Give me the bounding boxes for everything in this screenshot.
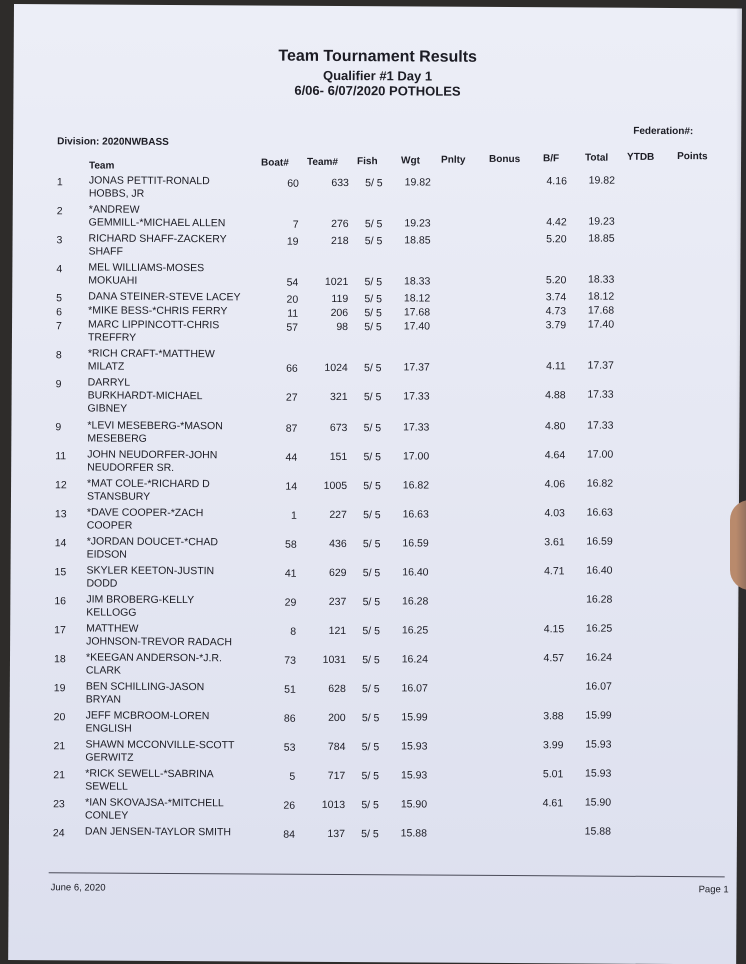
row-total: 18.33 [580, 273, 614, 285]
row-wgt: 19.23 [395, 217, 431, 229]
row-boat: 87 [257, 422, 297, 434]
row-place: 5 [56, 292, 62, 304]
team-name-line: JEFF MCBROOM-LOREN [86, 709, 210, 723]
row-fish: 5/ 5 [357, 451, 387, 463]
row-place: 12 [55, 479, 67, 491]
row-team-name [87, 448, 217, 475]
row-place: 17 [54, 624, 66, 636]
row-place: 11 [55, 450, 66, 462]
row-place: 6 [56, 306, 62, 318]
row-total: 16.82 [579, 477, 613, 489]
row-wgt: 15.88 [391, 827, 427, 839]
col-points: Points [677, 151, 708, 162]
team-name-line: CLARK [86, 664, 222, 678]
row-team-no: 628 [306, 683, 346, 695]
row-team-no: 119 [308, 293, 348, 305]
row-bf: 4.11 [532, 360, 566, 372]
col-pnlty: Pnlty [441, 155, 466, 166]
federation-label: Federation#: [633, 126, 693, 137]
team-name-line: COOPER [87, 519, 204, 533]
row-wgt: 16.40 [392, 566, 428, 578]
row-place: 21 [53, 769, 65, 781]
row-total: 19.82 [581, 174, 615, 186]
row-wgt: 19.82 [395, 176, 431, 188]
row-bf: 3.74 [532, 291, 566, 303]
row-total: 18.85 [581, 232, 615, 244]
footer-page-number: Page 1 [699, 884, 729, 895]
col-boat: Boat# [261, 158, 289, 169]
row-wgt: 18.85 [395, 234, 431, 246]
row-wgt: 17.68 [394, 306, 430, 318]
row-boat: 14 [257, 480, 297, 492]
row-team-name [87, 477, 210, 504]
col-team: Team [89, 160, 114, 171]
row-boat: 44 [257, 451, 297, 463]
row-team-no: 629 [306, 567, 346, 579]
row-bf: 4.71 [531, 565, 565, 577]
row-team-no: 137 [305, 828, 345, 840]
row-total: 15.93 [577, 767, 611, 779]
team-name-line: RICHARD SHAFF-ZACKERY [89, 232, 227, 246]
row-team-name [87, 419, 223, 446]
row-team-name [88, 347, 215, 374]
team-name-line: GERWITZ [85, 751, 234, 765]
team-name-line: *RICH CRAFT-*MATTHEW [88, 347, 215, 361]
report-dates: 6/06- 6/07/2020 POTHOLES [13, 81, 741, 100]
col-ytdb: YTDB [627, 152, 654, 163]
team-name-line: SEWELL [85, 780, 213, 794]
row-fish: 5/ 5 [355, 741, 385, 753]
row-team-no: 218 [309, 235, 349, 247]
team-name-line: SHAWN MCCONVILLE-SCOTT [85, 738, 234, 752]
row-team-no: 1021 [308, 276, 348, 288]
row-fish: 5/ 5 [359, 177, 389, 189]
row-wgt: 15.93 [391, 740, 427, 752]
team-name-line: MATTHEW [86, 622, 232, 636]
row-place: 18 [54, 653, 66, 665]
row-place: 9 [56, 378, 62, 390]
footer-date: June 6, 2020 [51, 882, 106, 893]
col-total: Total [585, 152, 608, 163]
row-team-name [88, 304, 227, 318]
row-team-name [85, 767, 214, 794]
row-fish: 5/ 5 [358, 293, 388, 305]
row-fish: 5/ 5 [356, 654, 386, 666]
row-total: 15.90 [577, 796, 611, 808]
row-place: 1 [57, 176, 63, 188]
row-total: 19.23 [581, 215, 615, 227]
team-name-line: MILATZ [88, 360, 215, 374]
row-wgt: 15.99 [392, 711, 428, 723]
team-name-line: DODD [86, 577, 214, 591]
row-place: 15 [54, 566, 66, 578]
row-team-name [85, 738, 234, 765]
page-shadow [736, 0, 746, 960]
row-bf: 4.16 [533, 175, 567, 187]
team-name-line: STANSBURY [87, 490, 210, 504]
team-name-line: *DAVE COOPER-*ZACH [87, 506, 204, 520]
row-boat: 27 [258, 391, 298, 403]
row-team-no: 121 [306, 625, 346, 637]
table-row [12, 376, 740, 410]
row-team-name [85, 825, 231, 839]
row-team-no: 321 [308, 391, 348, 403]
footer-divider [49, 872, 725, 877]
row-total: 15.99 [578, 709, 612, 721]
col-team-no: Team# [307, 157, 338, 168]
row-team-no: 200 [306, 712, 346, 724]
row-team-name [88, 261, 204, 288]
row-bf: 5.20 [532, 274, 566, 286]
team-name-line: SHAFF [88, 245, 226, 259]
row-total: 15.93 [577, 738, 611, 750]
team-name-line: *LEVI MESEBERG-*MASON [87, 419, 222, 433]
row-fish: 5/ 5 [358, 391, 388, 403]
row-fish: 5/ 5 [357, 480, 387, 492]
row-team-no: 1013 [305, 799, 345, 811]
row-place: 13 [55, 508, 67, 520]
row-boat: 66 [258, 362, 298, 374]
row-team-name [88, 232, 226, 259]
col-bf: B/F [543, 153, 559, 164]
row-team-name [88, 318, 219, 345]
row-place: 16 [54, 595, 66, 607]
row-total: 16.40 [579, 564, 613, 576]
row-place: 14 [55, 537, 67, 549]
team-name-line: JONAS PETTIT-RONALD [89, 174, 210, 188]
row-boat: 41 [256, 567, 296, 579]
row-bf: 4.03 [531, 507, 565, 519]
team-name-line: MOKUAHI [88, 274, 204, 288]
row-wgt: 17.40 [394, 320, 430, 332]
row-total: 17.33 [580, 388, 614, 400]
row-wgt: 16.82 [393, 479, 429, 491]
row-fish: 5/ 5 [358, 321, 388, 333]
row-wgt: 18.12 [394, 292, 430, 304]
row-wgt: 15.93 [391, 769, 427, 781]
row-place: 7 [56, 320, 62, 332]
row-total: 16.28 [578, 593, 612, 605]
row-boat: 84 [255, 828, 295, 840]
team-name-line: BURKHARDT-MICHAEL [88, 389, 203, 403]
row-wgt: 16.28 [392, 595, 428, 607]
row-team-name [86, 651, 222, 678]
row-team-no: 784 [305, 741, 345, 753]
row-wgt: 16.63 [393, 508, 429, 520]
table-row [9, 825, 737, 859]
col-wgt: Wgt [401, 155, 420, 166]
row-team-name [88, 290, 240, 304]
row-team-name [86, 593, 194, 620]
row-wgt: 17.00 [393, 450, 429, 462]
row-team-name [87, 535, 218, 562]
row-total: 16.07 [578, 680, 612, 692]
report-title: Team Tournament Results [14, 46, 742, 68]
team-name-line: BEN SCHILLING-JASON [86, 680, 205, 694]
row-team-no: 237 [306, 596, 346, 608]
team-name-line: *RICK SEWELL-*SABRINA [85, 767, 213, 781]
row-team-no: 1005 [307, 480, 347, 492]
row-total: 16.63 [579, 506, 613, 518]
row-total: 16.59 [579, 535, 613, 547]
row-boat: 19 [259, 235, 299, 247]
row-wgt: 16.07 [392, 682, 428, 694]
row-bf: 4.88 [532, 389, 566, 401]
row-bf: 4.06 [531, 478, 565, 490]
row-fish: 5/ 5 [358, 276, 388, 288]
row-place: 23 [53, 798, 65, 810]
row-bf: 4.80 [531, 420, 565, 432]
row-bf: 3.79 [532, 319, 566, 331]
team-name-line: SKYLER KEETON-JUSTIN [86, 564, 214, 578]
team-name-line: JOHNSON-TREVOR RADACH [86, 635, 232, 649]
row-fish: 5/ 5 [356, 683, 386, 695]
team-name-line: BRYAN [86, 693, 205, 707]
row-team-no: 276 [309, 218, 349, 230]
row-place: 24 [53, 827, 65, 839]
row-boat: 57 [258, 321, 298, 333]
row-fish: 5/ 5 [356, 625, 386, 637]
row-bf: 4.61 [529, 797, 563, 809]
row-team-no: 206 [308, 307, 348, 319]
report-subtitle: Qualifier #1 Day 1 [14, 66, 742, 85]
team-name-line: HOBBS, JR [89, 187, 210, 201]
row-wgt: 17.33 [394, 390, 430, 402]
team-name-line: *JORDAN DOUCET-*CHAD [87, 535, 218, 549]
row-boat: 8 [256, 625, 296, 637]
row-bf: 4.64 [531, 449, 565, 461]
row-total: 17.40 [580, 318, 614, 330]
division-label: Division: 2020NWBASS [57, 136, 169, 148]
row-team-no: 436 [307, 538, 347, 550]
row-boat: 7 [259, 218, 299, 230]
row-team-name [86, 564, 214, 591]
row-team-no: 98 [308, 321, 348, 333]
team-name-line: MESEBERG [87, 432, 222, 446]
row-fish: 5/ 5 [355, 770, 385, 782]
row-fish: 5/ 5 [358, 362, 388, 374]
row-wgt: 18.33 [394, 275, 430, 287]
team-name-line: GEMMILL-*MICHAEL ALLEN [89, 216, 226, 230]
row-boat: 54 [258, 276, 298, 288]
row-wgt: 16.59 [393, 537, 429, 549]
row-place: 4 [56, 263, 62, 275]
row-bf: 5.01 [529, 768, 563, 780]
team-name-line: *MIKE BESS-*CHRIS FERRY [88, 304, 227, 318]
row-team-name [85, 796, 224, 823]
row-team-no: 227 [307, 509, 347, 521]
row-team-name [87, 376, 202, 416]
row-place: 3 [57, 234, 63, 246]
row-boat: 86 [256, 712, 296, 724]
row-total: 17.68 [580, 304, 614, 316]
row-boat: 5 [255, 770, 295, 782]
team-name-line: MARC LIPPINCOTT-CHRIS [88, 318, 219, 332]
row-fish: 5/ 5 [356, 712, 386, 724]
team-name-line: JOHN NEUDORFER-JOHN [87, 448, 217, 462]
row-team-no: 717 [305, 770, 345, 782]
row-total: 18.12 [580, 290, 614, 302]
row-team-no: 1031 [306, 654, 346, 666]
team-name-line: ENGLISH [86, 722, 210, 736]
team-name-line: TREFFRY [88, 331, 219, 345]
row-fish: 5/ 5 [357, 509, 387, 521]
row-place: 9 [55, 421, 61, 433]
team-name-line: *MAT COLE-*RICHARD D [87, 477, 210, 491]
row-wgt: 16.24 [392, 653, 428, 665]
row-team-no: 1024 [308, 362, 348, 374]
col-bonus: Bonus [489, 154, 520, 165]
results-table [14, 4, 742, 8]
row-fish: 5/ 5 [356, 567, 386, 579]
row-place: 19 [54, 682, 66, 694]
row-bf: 3.99 [529, 739, 563, 751]
row-boat: 11 [258, 307, 298, 319]
row-fish: 5/ 5 [359, 235, 389, 247]
row-boat: 1 [257, 509, 297, 521]
row-total: 17.37 [580, 359, 614, 371]
row-wgt: 16.25 [392, 624, 428, 636]
row-boat: 29 [256, 596, 296, 608]
row-boat: 58 [257, 538, 297, 550]
row-team-no: 673 [307, 422, 347, 434]
row-fish: 5/ 5 [357, 538, 387, 550]
row-boat: 53 [255, 741, 295, 753]
row-team-no: 633 [309, 177, 349, 189]
row-total: 16.25 [578, 622, 612, 634]
team-name-line: JIM BROBERG-KELLY [86, 593, 194, 607]
row-boat: 20 [258, 293, 298, 305]
row-fish: 5/ 5 [356, 596, 386, 608]
team-name-line: DANA STEINER-STEVE LACEY [88, 290, 240, 304]
team-name-line: CONLEY [85, 809, 224, 823]
row-fish: 5/ 5 [358, 307, 388, 319]
team-name-line: DARRYL [88, 376, 203, 390]
team-name-line: GIBNEY [87, 402, 202, 416]
row-total: 16.24 [578, 651, 612, 663]
team-name-line: NEUDORFER SR. [87, 461, 217, 475]
row-team-no: 151 [307, 451, 347, 463]
row-fish: 5/ 5 [359, 218, 389, 230]
row-team-name [89, 203, 226, 230]
row-fish: 5/ 5 [355, 799, 385, 811]
row-boat: 51 [256, 683, 296, 695]
row-wgt: 17.33 [393, 421, 429, 433]
row-bf: 5.20 [533, 233, 567, 245]
row-bf: 3.61 [531, 536, 565, 548]
row-boat: 26 [255, 799, 295, 811]
row-team-name [86, 622, 232, 649]
team-name-line: MEL WILLIAMS-MOSES [88, 261, 204, 275]
row-boat: 60 [259, 177, 299, 189]
row-fish: 5/ 5 [355, 828, 385, 840]
row-bf: 4.57 [530, 652, 564, 664]
row-place: 20 [54, 711, 66, 723]
team-name-line: KELLOGG [86, 606, 194, 620]
team-name-line: EIDSON [87, 548, 218, 562]
row-fish: 5/ 5 [357, 422, 387, 434]
row-team-name [86, 709, 210, 736]
row-team-name [87, 506, 204, 533]
row-bf: 4.15 [530, 623, 564, 635]
row-total: 17.00 [579, 448, 613, 460]
row-team-name [89, 174, 210, 201]
row-bf: 3.88 [530, 710, 564, 722]
row-place: 21 [53, 740, 65, 752]
team-name-line: DAN JENSEN-TAYLOR SMITH [85, 825, 231, 839]
row-bf: 4.73 [532, 305, 566, 317]
row-team-name [86, 680, 205, 707]
row-total: 15.88 [577, 825, 611, 837]
row-boat: 73 [256, 654, 296, 666]
team-name-line: *ANDREW [89, 203, 226, 217]
row-total: 17.33 [579, 419, 613, 431]
results-sheet [8, 4, 742, 964]
team-name-line: *IAN SKOVAJSA-*MITCHELL [85, 796, 224, 810]
row-wgt: 17.37 [394, 361, 430, 373]
col-fish: Fish [357, 156, 378, 167]
row-bf: 4.42 [533, 216, 567, 228]
row-wgt: 15.90 [391, 798, 427, 810]
row-place: 8 [56, 349, 62, 361]
row-place: 2 [57, 205, 63, 217]
team-name-line: *KEEGAN ANDERSON-*J.R. [86, 651, 222, 665]
